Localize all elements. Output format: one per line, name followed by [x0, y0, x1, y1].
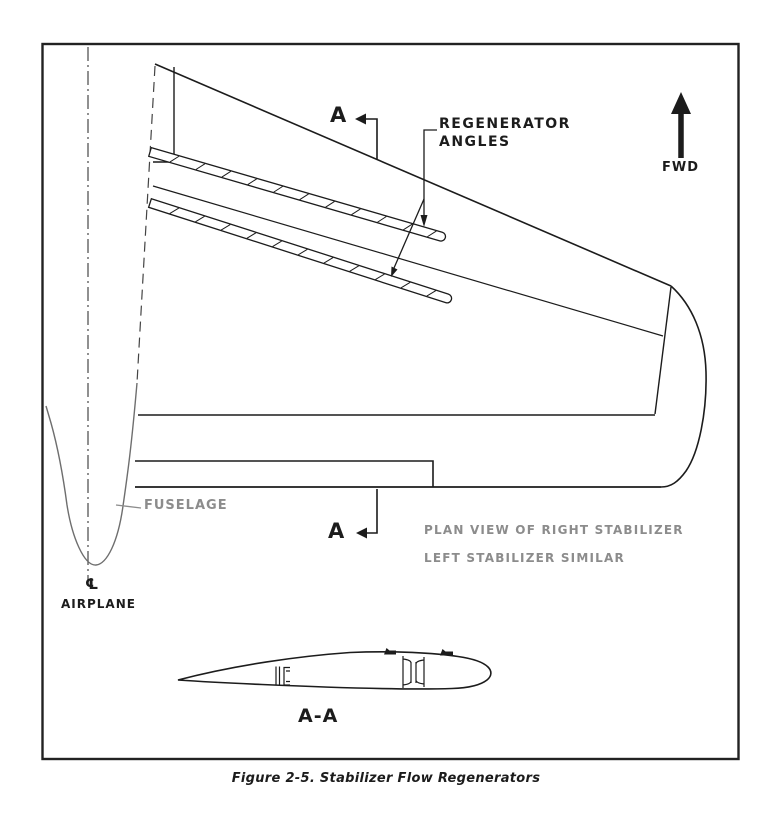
plan-view-note-line2: LEFT STABILIZER SIMILAR	[424, 551, 625, 565]
regenerator-angles-label	[439, 116, 571, 151]
section-arrow-icon	[355, 114, 366, 125]
regenerator-label-line1: REGENERATOR	[439, 116, 571, 132]
centerline-symbol: ℄	[85, 575, 99, 593]
airfoil-outline	[178, 652, 491, 689]
airfoil-section	[178, 648, 491, 689]
leader-arrowhead	[391, 267, 398, 278]
front-spar-section	[276, 667, 290, 686]
fuselage-hidden-line	[137, 66, 155, 383]
section-arrow-icon	[356, 528, 367, 539]
section-cut-marker-bottom	[356, 489, 377, 539]
regenerator-angle-section-2	[440, 649, 453, 656]
section-marker-top-label: A	[330, 103, 347, 127]
front-spar-line	[153, 186, 663, 336]
leader-arrowhead	[421, 215, 428, 227]
plan-view-note-line1: PLAN VIEW OF RIGHT STABILIZER	[424, 523, 684, 537]
fwd-arrow-icon	[671, 92, 691, 158]
section-marker-bottom-label: A	[328, 519, 345, 543]
tip-rib	[655, 287, 671, 414]
figure-caption: Figure 2-5. Stabilizer Flow Regenerators	[231, 771, 541, 786]
regenerator-label-line2: ANGLES	[439, 133, 511, 150]
strip-body	[149, 199, 453, 304]
stabilizer-plan-view	[135, 64, 706, 487]
section-view-label: A-A	[298, 705, 339, 727]
fuselage-leader-line	[116, 505, 141, 508]
fwd-label: FWD	[662, 160, 700, 175]
fuselage-label: FUSELAGE	[144, 498, 228, 513]
root-fairing-rect	[135, 461, 433, 487]
regenerator-leader-lines	[391, 130, 437, 277]
fuselage-outline	[46, 383, 137, 565]
root-notch	[153, 67, 174, 162]
rear-spar-section	[403, 656, 424, 688]
plan-view-note	[424, 523, 684, 579]
regenerator-angle-section-1	[384, 648, 396, 655]
airplane-label: AIRPLANE	[61, 597, 136, 611]
regenerator-angle-strip-2	[149, 199, 453, 304]
